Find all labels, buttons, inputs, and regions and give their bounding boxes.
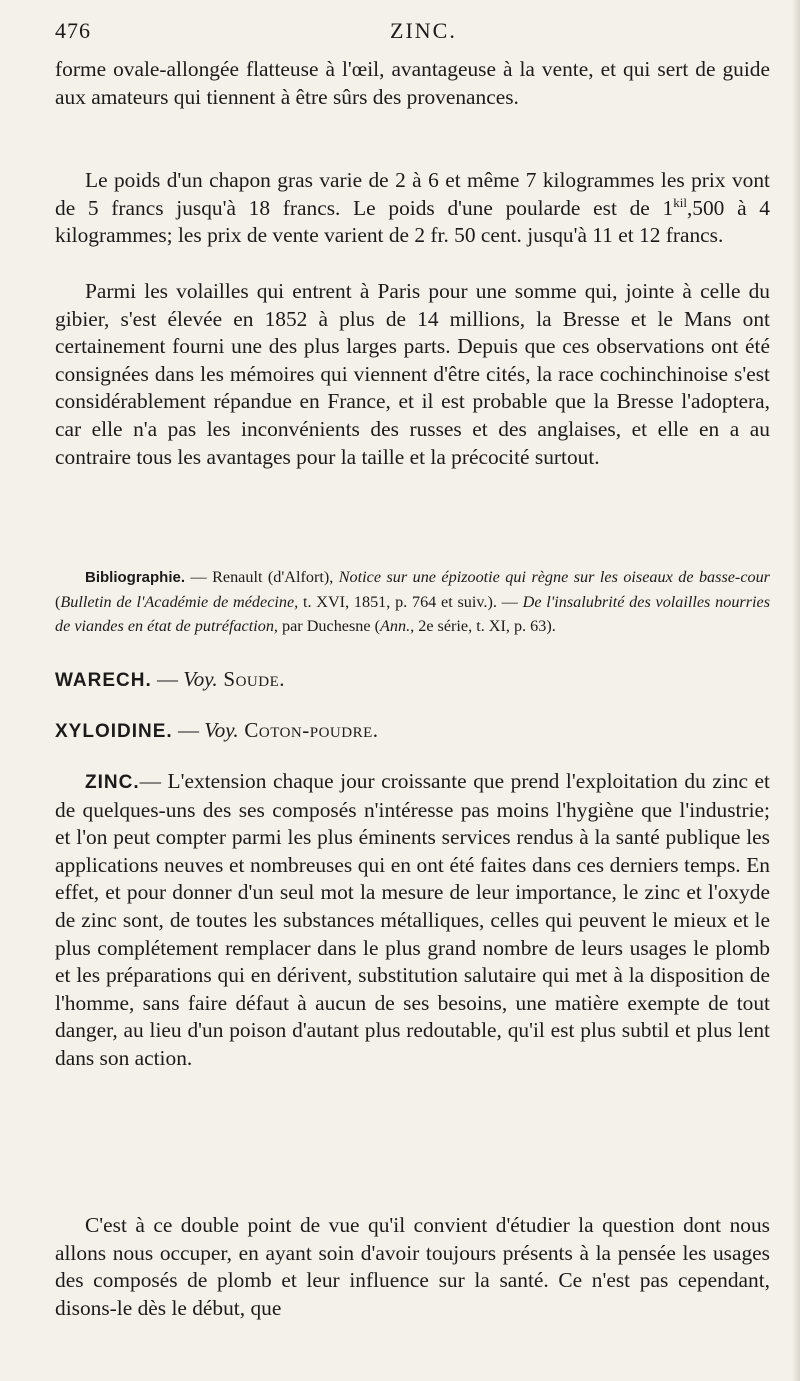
bibliography-author: — Renault (d'Alfort), — [185, 568, 339, 586]
entry-xyloidine-voy: Voy. — [204, 718, 239, 742]
bibliography-label: Bibliographie. — [85, 569, 186, 586]
running-head: ZINC. — [390, 18, 457, 43]
chapon-paragraph — [55, 167, 770, 250]
bibliography-ref-1: t. XVI, 1851, p. 764 et suiv.). — — [298, 593, 523, 611]
volailles-paragraph: Parmi les volailles qui entrent à Paris pour une somme qui, jointe à celle du gibier, s'est élevée en 1852 à plus de 14 millions, la Bresse et le Mans ont certainement fourni une des plus larges parts. Depuis que ces observations ont été consignées dans les mémoires qui viennent d'être cités, la race cochinchinoise s'est considérablement répandue en France, et il est probable que la Bresse l'adoptera, car elle n'a pas les inconvénients des russes et des anglaises, et elle en a au contraire tous les avantages pour la taille et la précocité surtout. — [55, 279, 770, 469]
entry-xyloidine-target: Coton-poudre. — [238, 718, 379, 742]
entry-warech — [55, 666, 770, 695]
entry-xyloidine-head: XYLOIDINE. — [55, 721, 173, 742]
chapon-text-a: Le poids d'un chapon gras varie de 2 à 6 et même 7 kilogrammes les prix vont de 5 francs jusqu'à 18 francs. Le poids d'une poularde est de 1 — [55, 168, 770, 220]
page-edge-shadow — [792, 0, 800, 1381]
final-paragraph: C'est à ce double point de vue qu'il convient d'étudier la question dont nous allons nous occuper, en ayant soin d'avoir toujours présents à la pensée les usages des composés de plomb et leur influence sur la santé. Ce n'est pas cependant, disons-le dès le début, que — [55, 1213, 770, 1320]
continuation-paragraph: forme ovale-allongée flatteuse à l'œil, avantageuse à la vente, et qui sert de guide aux amateurs qui tiennent à être sûrs des provenances. — [55, 57, 770, 109]
page-number: 476 — [55, 18, 91, 43]
zinc-entry-text: — L'extension chaque jour croissante que prend l'exploitation du zinc et de quelques-uns des ses composés n'intéresse pas moins l'hygiène que l'industrie; et l'on peut compter parmi les plus éminents services rendus à la santé publique les applications neuves et nombreuses qui en ont été faites dans ces derniers temps. En effet, et pour donner d'un seul mot la mesure de leur importance, le zinc et l'oxyde de zinc sont, de toutes les substances métalliques, celles qui peuvent le mieux et le plus complétement remplacer dans le plus grand nombre de leurs usages le plomb et les préparations qui en dérivent, substitution salutaire qui met à la disposition de l'homme, sans faire défaut à aucun de ses besoins, une matière exempte de tout danger, au lieu d'un poison d'autant plus redoutable, qu'il est plus subtil et plus lent dans son action. — [55, 769, 770, 1070]
entry-warech-dash: — — [151, 667, 184, 691]
entry-warech-target: Soude. — [217, 667, 285, 691]
entry-warech-head: WARECH. — [55, 670, 152, 691]
kil-superscript: kil — [673, 194, 687, 210]
bibliography-paren: ( — [55, 593, 61, 611]
bibliography-ref-2: 2e série, t. XI, p. 63). — [414, 617, 556, 635]
bibliography-journal-1: Bulletin de l'Académie de médecine, — [60, 593, 299, 611]
bibliography-journal-2: Ann., — [380, 617, 415, 635]
chapon-text-b: ,500 à 4 kilogrammes; les prix de vente varient de 2 fr. 50 cent. jusqu'à 11 et 12 francs. — [55, 195, 770, 248]
bibliography-title-1: Notice sur une épizootie qui règne sur les oiseaux de basse-cour — [338, 568, 770, 586]
bibliography-title-2: De l'insalubrité des volailles nourries de viandes en état de putréfaction, — [55, 593, 770, 635]
zinc-entry-paragraph — [55, 768, 770, 1073]
zinc-entry-head: ZINC. — [85, 772, 140, 793]
bibliography-paragraph — [55, 565, 770, 638]
entry-warech-voy: Voy. — [183, 667, 218, 691]
entry-xyloidine-dash: — — [172, 718, 205, 742]
page-header — [55, 18, 770, 48]
bibliography-by-2: par Duchesne ( — [277, 617, 380, 635]
entry-xyloidine — [55, 717, 770, 746]
